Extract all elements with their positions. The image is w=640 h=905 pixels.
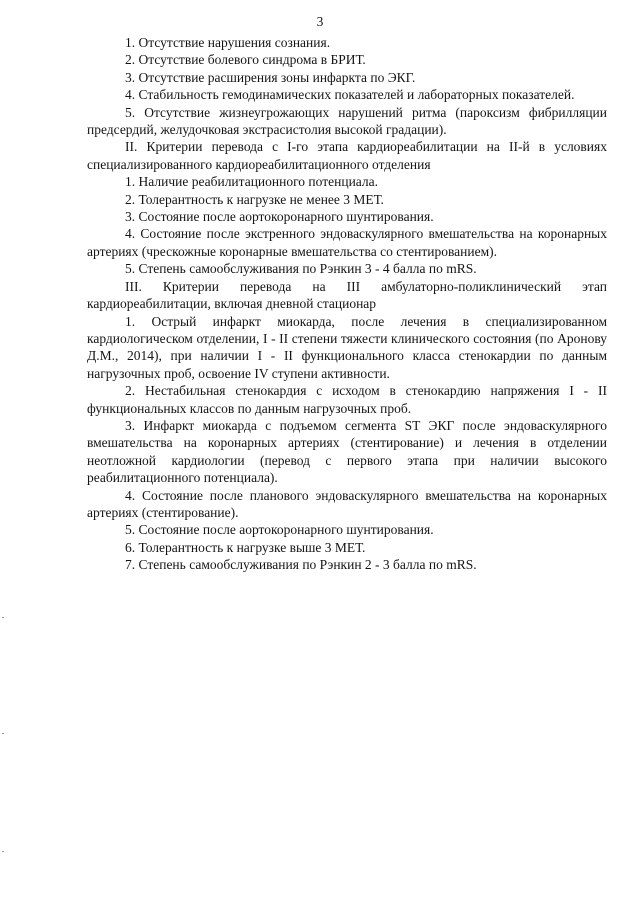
scan-mark <box>2 617 4 618</box>
paragraph: 4. Состояние после планового эндоваскулярного вмешательства на коронарных артериях (стентирование). <box>87 487 607 520</box>
scan-mark <box>2 733 4 734</box>
paragraph: 4. Состояние после экстренного эндоваскулярного вмешательства на коронарных артериях (чрескожные коронарные вмешательства со стентированием). <box>87 226 607 259</box>
paragraph: 6. Толерантность к нагрузке выше 3 МЕТ. <box>125 539 366 555</box>
paragraph: 1. Наличие реабилитационного потенциала. <box>125 174 379 190</box>
section-heading: III. Критерии перевода на III амбулаторно-поликлинический этап кардиореабилитации, включая дневной стационар <box>87 278 607 312</box>
paragraph: 5. Состояние после аортокоронарного шунтирования. <box>125 522 434 538</box>
page-number: 3 <box>316 14 324 29</box>
paragraph: 5. Отсутствие жизнеугрожающих нарушений ритма (пароксизм фибрилляции предсердий, желудочковая экстрасистолия высокой градации). <box>87 104 607 138</box>
paragraph: 3. Состояние после аортокоронарного шунтирования. <box>125 209 434 225</box>
section-heading: II. Критерии перевода с I-го этапа кардиореабилитации на II-й в условиях специализированного кардиореабилитационного отделения <box>87 139 607 172</box>
document-body <box>87 34 607 574</box>
paragraph: 7. Степень самообслуживания по Рэнкин 2 - 3 балла по mRS. <box>125 557 477 573</box>
paragraph: 1. Отсутствие нарушения сознания. <box>125 35 331 50</box>
paragraph: 2. Отсутствие болевого синдрома в БРИТ. <box>125 52 366 68</box>
paragraph: 1. Острый инфаркт миокарда, после лечения в специализированном кардиологическом отделении, I - II степени тяжести клинического состояния (по Аронову Д.М., 2014), при наличии I - II функционального класса стенокардии по данным нагрузочных проб, освоение IV ступени активности. <box>87 313 607 381</box>
scan-mark <box>2 851 4 852</box>
paragraph: 5. Степень самообслуживания по Рэнкин 3 - 4 балла по mRS. <box>125 261 477 277</box>
paragraph: 2. Нестабильная стенокардия с исходом в стенокардию напряжения I - II функциональных классов по данным нагрузочных проб. <box>87 383 607 416</box>
paragraph: 3. Инфаркт миокарда с подъемом сегмента ST ЭКГ после эндоваскулярного вмешательства на коронарных артериях (стентирование) и лечения в отделении неотложной кардиологии (перевод с первого этапа при наличии высокого реабилитационного потенциала). <box>87 417 607 486</box>
paragraph: 2. Толерантность к нагрузке не менее 3 МЕТ. <box>125 191 384 207</box>
paragraph: 4. Стабильность гемодинамических показателей и лабораторных показателей. <box>125 87 575 103</box>
paragraph: 3. Отсутствие расширения зоны инфаркта по ЭКГ. <box>125 69 416 85</box>
